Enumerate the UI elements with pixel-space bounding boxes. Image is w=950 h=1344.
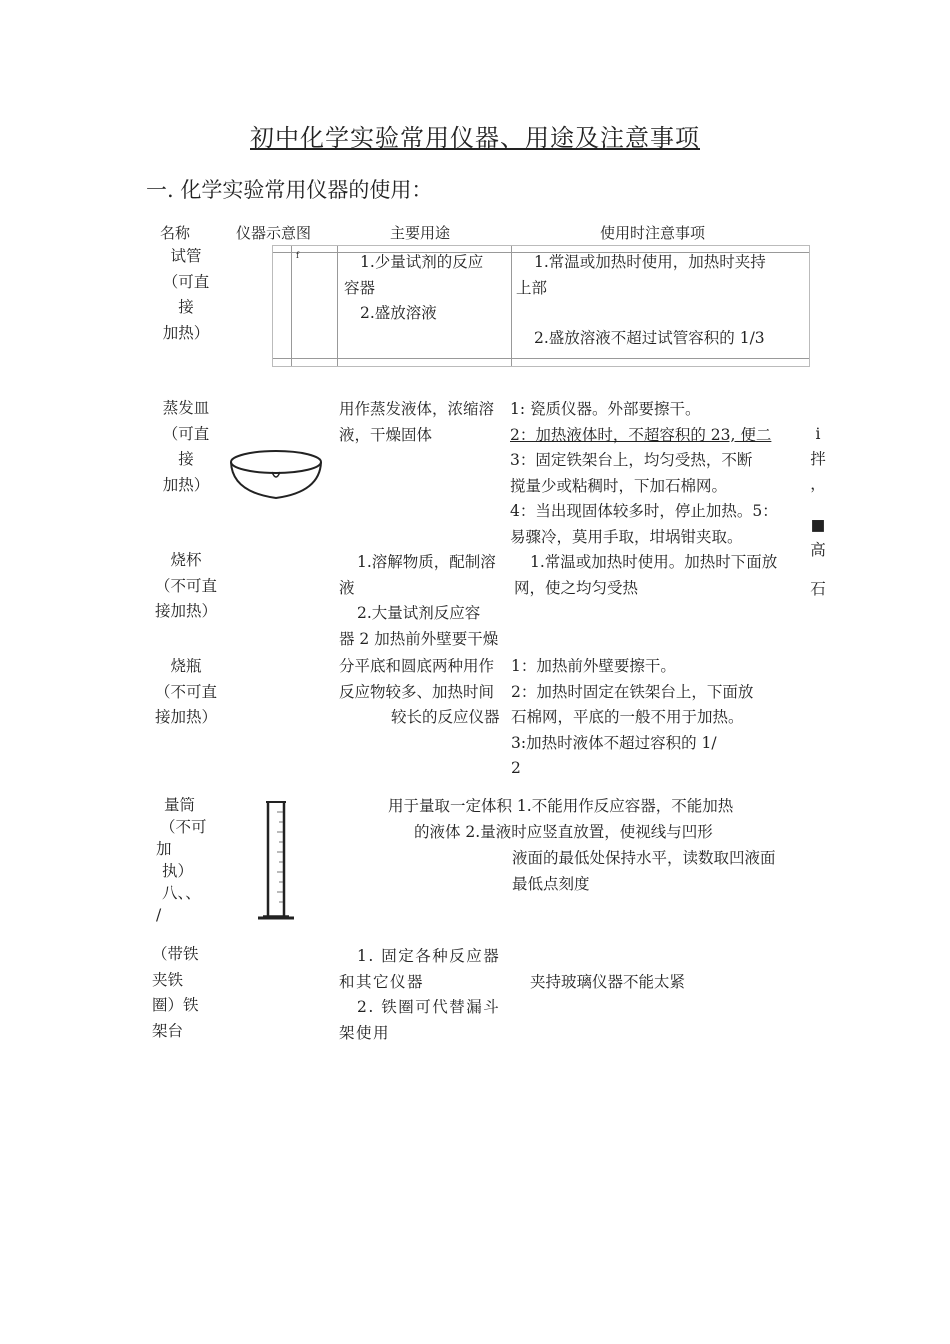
- cylinder-name: 量筒 （不可 加 执） 八、、 /: [156, 796, 207, 924]
- cylinder-usage-line-1: 用于量取一定体积 1.不能用作反应容器，不能加热: [388, 797, 734, 815]
- flask-name: 烧瓶 （不可直 接加热）: [154, 657, 217, 727]
- test-tube-mark: f: [296, 251, 299, 260]
- cylinder-usage-line-2: 的液体 2.量液时应竖直放置，使视线与凹形: [414, 823, 713, 841]
- evaporating-dish-usage: 用作蒸发液体，浓缩溶 液，干燥固体: [339, 400, 495, 444]
- test-tube-notes: 1.常温或加热时使用，加热时夹持 上部 2.盛放溶液不超过试管容积的 1/3: [516, 253, 766, 348]
- header-name: 名称: [160, 224, 191, 242]
- beaker-usage: 1.溶解物质，配制溶 液 2.大量试剂反应容 器 2 加热前外壁要干燥: [339, 553, 499, 648]
- iron-stand-name: （带铁 夹铁 圈）铁 架台: [152, 945, 199, 1040]
- header-diagram: 仪器示意图: [236, 225, 312, 242]
- evaporating-dish-notes: 1: 瓷质仪器。外部要擦干。 2：加热液体时，不超容积的 23, 便二 3：固定铁架台上，均匀受热，不断 搅量少或粘稠时，下加石棉网。 4：当出现固体较多时，停止加热。5： 易骤冷，莫用手取，坩埚钳夹取。: [510, 400, 778, 546]
- cylinder-notes: 液面的最低处保持水平，读数取凹液面 最低点刻度: [512, 849, 776, 893]
- header-notes: 使用时注意事项: [600, 224, 706, 242]
- iron-stand-usage: 1. 固定各种反应器 和其它仪器 2. 铁圈可代替漏斗 架使用: [339, 947, 501, 1042]
- flask-usage: 分平底和圆底两种用作 反应物较多、加热时间 较长的反应仪器: [339, 657, 500, 727]
- header-usage: 主要用途: [390, 225, 451, 242]
- test-tube-usage: 1.少量试剂的反应 容器 2.盛放溶液: [344, 253, 484, 323]
- evaporating-dish-name: 蒸发皿 （可直 接 加热）: [162, 399, 210, 494]
- flask-notes: 1：加热前外壁要擦干。 2：加热时固定在铁架台上，下面放 石棉网，平底的一般不用于加热。 3:加热时液体不超过容积的 1/ 2: [511, 657, 754, 778]
- page-title: 初中化学实验常用仪器、用途及注意事项: [250, 124, 700, 152]
- evaporating-dish-side-chars: i 拌 ， ■ 高 石: [810, 425, 826, 598]
- graduated-cylinder-illustration: [255, 798, 297, 926]
- beaker-name: 烧杯 （不可直 接加热）: [154, 551, 217, 621]
- evaporating-dish-illustration: [228, 448, 324, 504]
- iron-stand-notes: 夹持玻璃仪器不能太紧: [530, 973, 686, 991]
- section-heading: 一. 化学实验常用仪器的使用：: [146, 178, 433, 202]
- beaker-notes: 1.常温或加热时使用。加热时下面放 网，使之均匀受热: [514, 553, 778, 597]
- test-tube-name: 试管 （可直 接 加热）: [162, 247, 210, 342]
